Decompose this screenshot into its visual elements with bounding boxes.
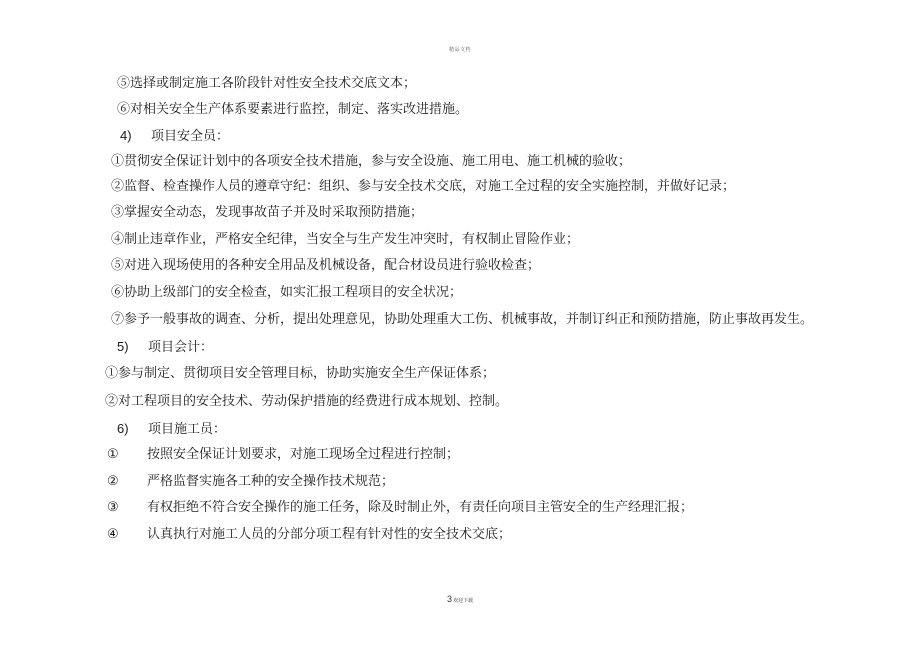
page-footer — [0, 594, 920, 604]
list-item — [107, 474, 394, 490]
list-item — [107, 500, 693, 516]
list-item-6: ⑥对相关安全生产体系要素进行监控，制定、落实改进措施。 — [117, 102, 469, 117]
list-item: ④制止违章作业，严格安全纪律，当安全与生产发生冲突时，有权制止冒险作业； — [111, 232, 580, 247]
section-title: 项目安全员： — [151, 129, 230, 144]
item-marker: ④ — [107, 527, 119, 542]
list-item — [107, 527, 511, 543]
list-item: ②对工程项目的安全技术、劳动保护措施的经费进行成本规划、控制。 — [105, 394, 509, 409]
section-title: 项目施工员： — [148, 422, 227, 437]
list-item: ①参与制定、贯彻项目安全管理目标，协助实施安全生产保证体系； — [105, 366, 496, 381]
list-item: ①贯彻安全保证计划中的各项安全技术措施，参与安全设施、施工用电、施工机械的验收； — [111, 154, 632, 169]
item-marker: ① — [107, 447, 119, 462]
section-heading-4 — [120, 128, 229, 145]
item-marker: ③ — [107, 500, 119, 515]
item-text: 有权拒绝不符合安全操作的施工任务，除及时制止外，有责任向项目主管安全的生产经理汇报； — [147, 500, 694, 515]
item-marker: ② — [107, 474, 119, 489]
list-item: ⑤对进入现场使用的各种安全用品及机械设备，配合材设员进行验收检查； — [111, 258, 541, 273]
list-item: ⑦参予一般事故的调查、分析，提出处理意见，协助处理重大工伤、机械事故，并制订纠正和预防措施，防止事故再发生。 — [111, 312, 814, 327]
list-item: ②监督、检查操作人员的遵章守纪：组织、参与安全技术交底，对施工全过程的安全实施控制，并做好记录； — [111, 179, 736, 194]
section-number: 6) — [117, 421, 129, 436]
header-watermark: 精品文档 — [448, 47, 471, 53]
list-item: ⑥协助上级部门的安全检查，如实汇报工程项目的安全状况； — [111, 285, 463, 300]
list-item-5: ⑤选择或制定施工各阶段针对性安全技术交底文本； — [117, 76, 417, 91]
footer-note: 欢迎下载 — [453, 598, 474, 604]
section-heading-5 — [117, 339, 213, 356]
item-text: 按照安全保证计划要求，对施工现场全过程进行控制； — [147, 447, 460, 462]
item-text: 严格监督实施各工种的安全操作技术规范； — [147, 474, 395, 489]
section-title: 项目会计： — [148, 340, 214, 355]
list-item: ③掌握安全动态，发现事故苗子并及时采取预防措施； — [111, 205, 424, 220]
section-number: 5) — [117, 339, 129, 354]
section-number: 4) — [120, 128, 132, 143]
page-number: 3 — [446, 594, 452, 604]
list-item — [107, 447, 459, 463]
section-heading-6 — [117, 421, 226, 438]
item-text: 认真执行对施工人员的分部分项工程有针对性的安全技术交底； — [147, 527, 512, 542]
